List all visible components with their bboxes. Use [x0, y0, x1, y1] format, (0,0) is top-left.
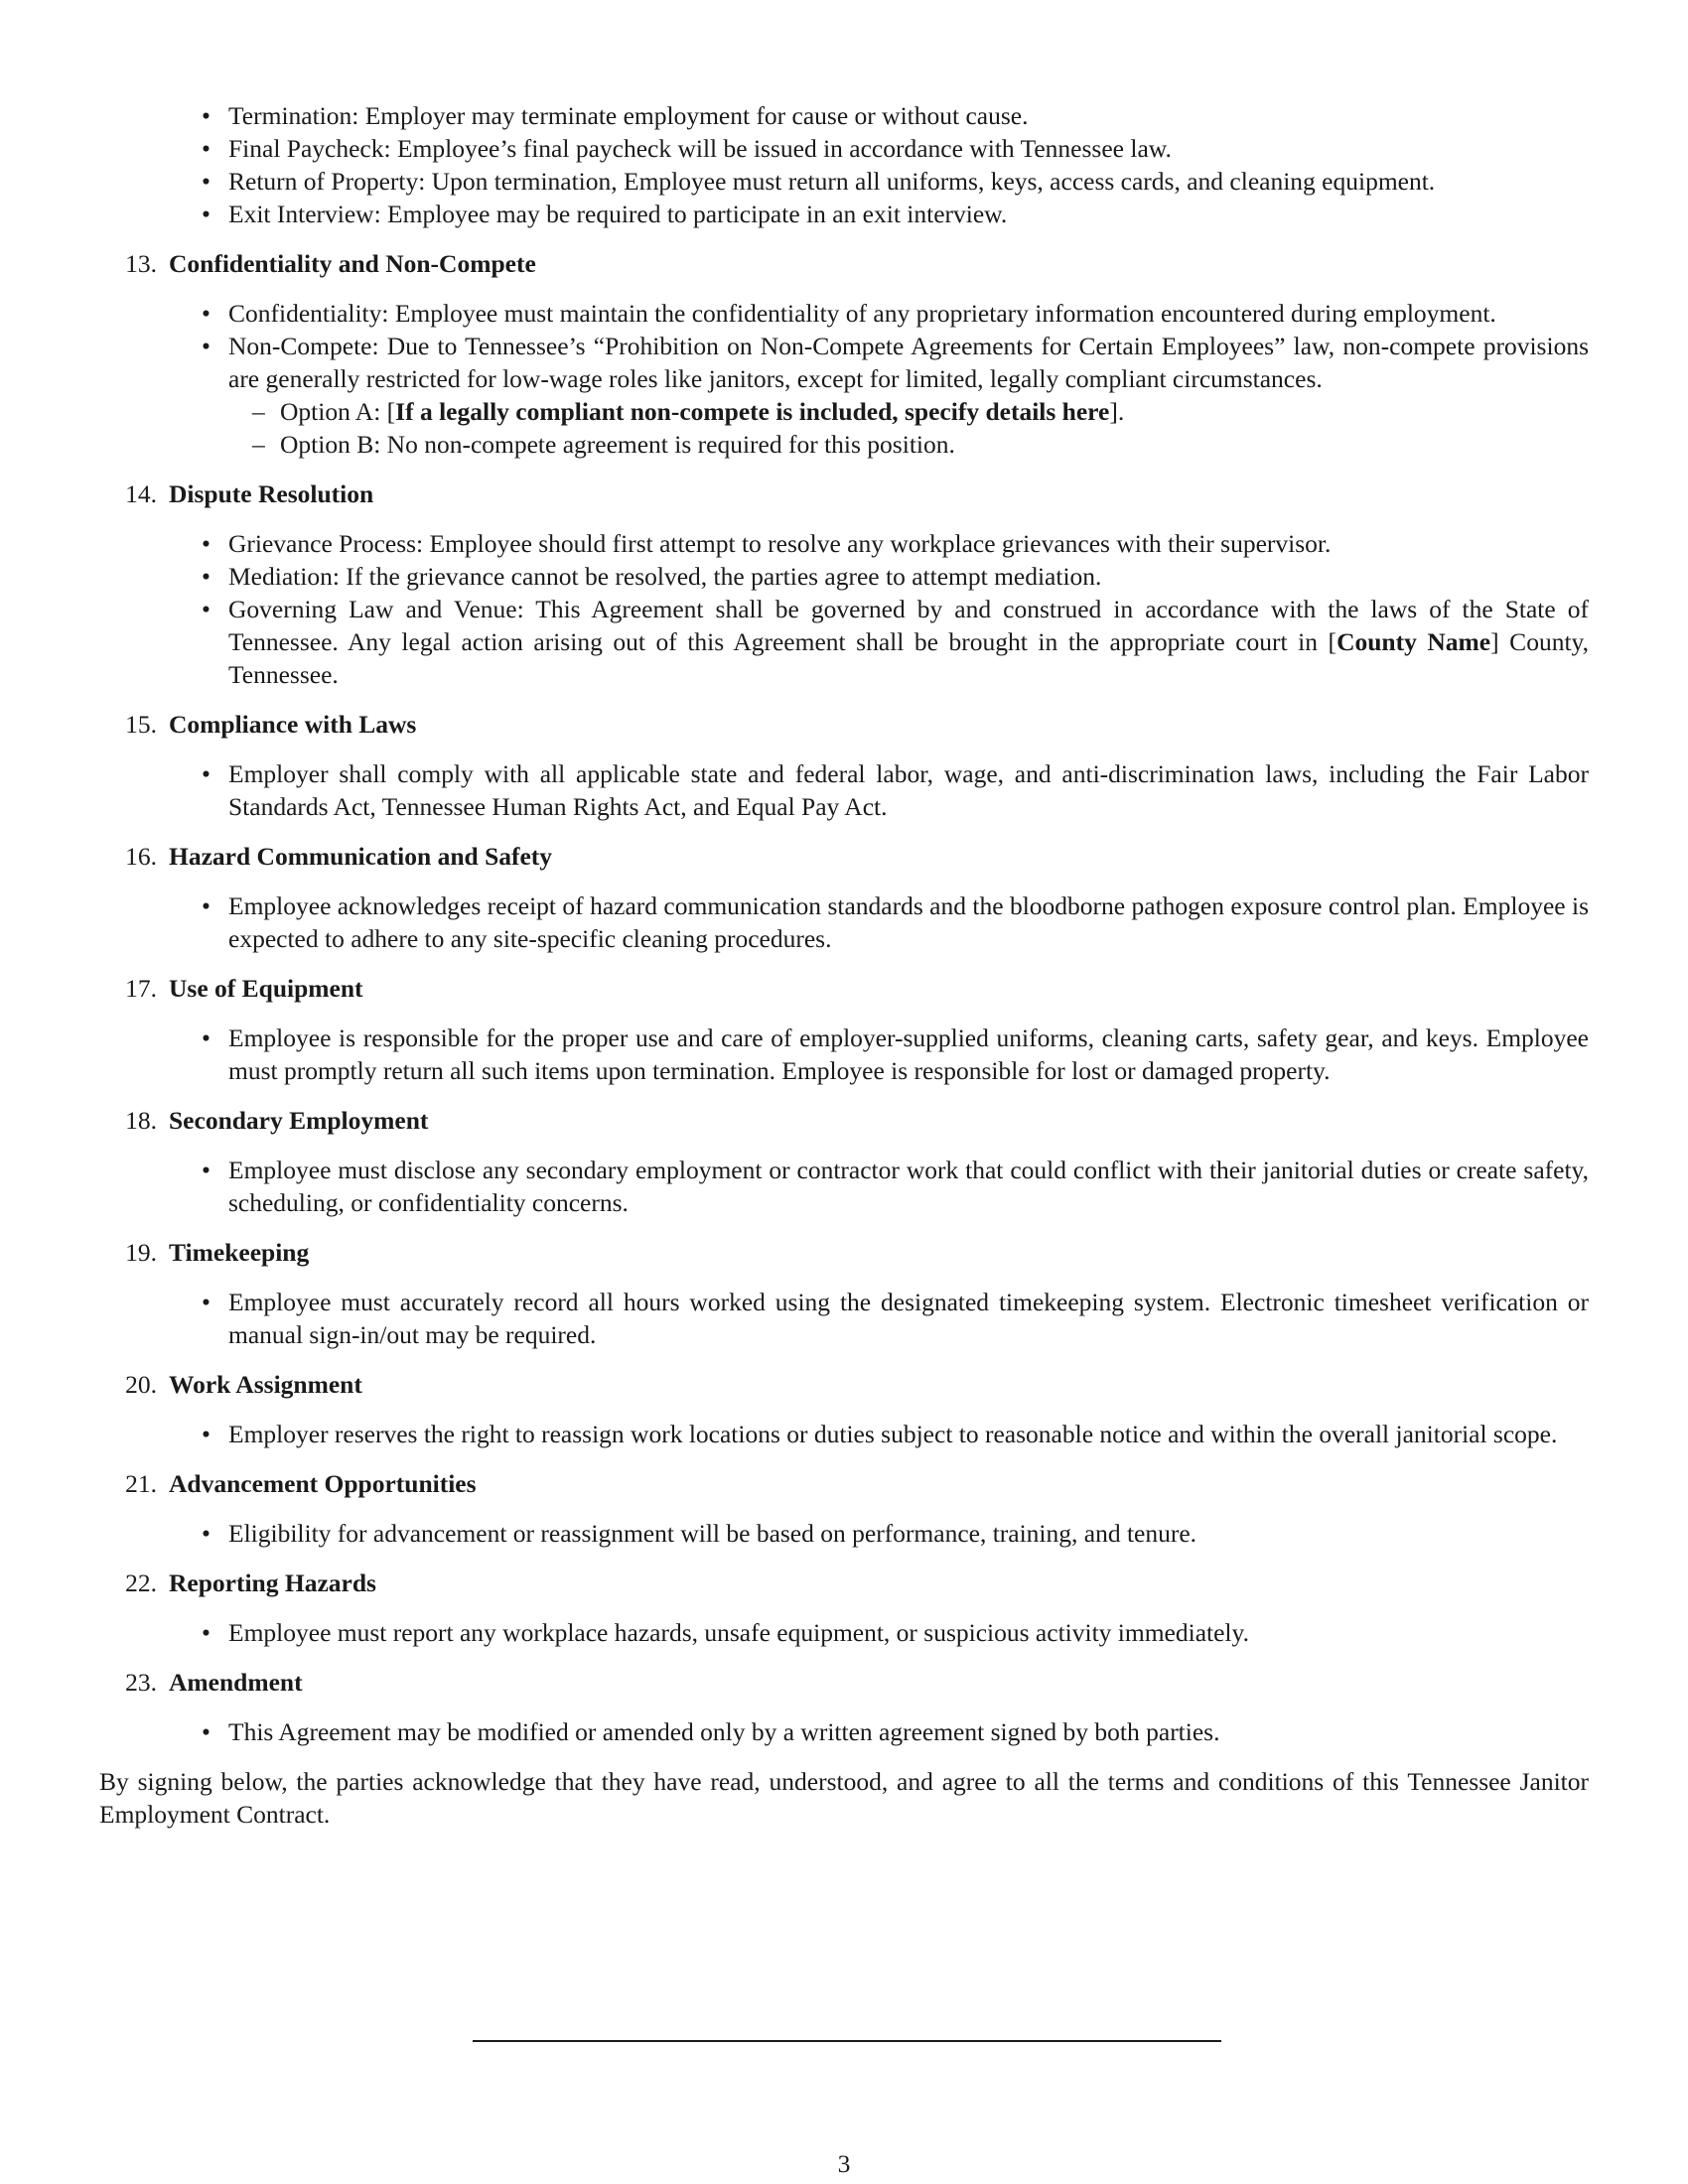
section-use-of-equipment	[99, 972, 1589, 1087]
bullet-list	[99, 1418, 1589, 1450]
option-a-suffix: ].	[1109, 397, 1125, 426]
section-number: 15.	[125, 710, 157, 739]
bullet-list	[99, 1517, 1589, 1550]
list-item: • Employee must accurately record all hours worked using the designated timekeeping system. Electronic timesheet verification or manual sign-in/out may be required.	[228, 1286, 1589, 1351]
section-heading	[99, 1104, 1589, 1137]
section-number: 22.	[125, 1569, 157, 1597]
bullet-list	[99, 757, 1589, 823]
section-title: Dispute Resolution	[169, 479, 374, 508]
section-heading	[99, 247, 1589, 280]
bullet-list	[99, 297, 1589, 461]
closing-paragraph: By signing below, the parties acknowledge that they have read, understood, and agree to all the terms and conditions of this Tennessee Janitor Employment Contract.	[99, 1767, 1589, 1829]
section-heading	[99, 1368, 1589, 1401]
bullet-list	[99, 1154, 1589, 1219]
section-secondary-employment	[99, 1104, 1589, 1219]
list-item	[228, 593, 1589, 691]
list-item: • Employee acknowledges receipt of hazard communication standards and the bloodborne pathogen exposure control plan. Employee is expected to adhere to any site-specific cleaning procedures.	[228, 889, 1589, 955]
list-item: • Final Paycheck: Employee’s final paycheck will be issued in accordance with Tennessee law.	[228, 132, 1589, 165]
section-hazard-communication	[99, 840, 1589, 955]
list-item: • Return of Property: Upon termination, Employee must return all uniforms, keys, access cards, and cleaning equipment.	[228, 165, 1589, 198]
section-timekeeping	[99, 1236, 1589, 1351]
venue-text-prefix: Governing Law and Venue: This Agreement shall be governed by and construed in accordance with the laws of the State of Tennessee. Any legal action arising out of this Agreement shall be brought in the appropriate court in [	[228, 595, 1589, 656]
document-page	[99, 99, 1589, 1856]
option-a-placeholder: If a legally compliant non-compete is included, specify details here	[395, 397, 1110, 426]
bullet-list	[99, 1616, 1589, 1649]
list-item: • Grievance Process: Employee should first attempt to resolve any workplace grievances with their supervisor.	[228, 527, 1589, 560]
option-list	[228, 395, 1589, 461]
section-title: Confidentiality and Non-Compete	[169, 249, 536, 278]
option-a	[280, 395, 1589, 428]
section-amendment	[99, 1666, 1589, 1748]
section-title: Work Assignment	[169, 1370, 362, 1399]
section-heading	[99, 1567, 1589, 1599]
list-item: • Termination: Employer may terminate employment for cause or without cause.	[228, 99, 1589, 132]
section-number: 18.	[125, 1106, 157, 1135]
section-title: Compliance with Laws	[169, 710, 417, 739]
section-heading	[99, 972, 1589, 1005]
page-number: 3	[837, 2149, 851, 2178]
list-item: • Eligibility for advancement or reassignment will be based on performance, training, and tenure.	[228, 1517, 1589, 1550]
section-work-assignment	[99, 1368, 1589, 1450]
section-number: 16.	[125, 842, 157, 871]
bullet-list	[99, 1022, 1589, 1087]
section-number: 19.	[125, 1238, 157, 1267]
list-item: • Employee must disclose any secondary employment or contractor work that could conflict with their janitorial duties or create safety, scheduling, or confidentiality concerns.	[228, 1154, 1589, 1219]
section-title: Hazard Communication and Safety	[169, 842, 553, 871]
section-heading	[99, 1236, 1589, 1269]
venue-text-suffix: ] County, Tennessee.	[228, 627, 1589, 689]
bullet-list	[99, 527, 1589, 691]
section-heading	[99, 840, 1589, 873]
list-item: • Employee must report any workplace hazards, unsafe equipment, or suspicious activity immediately.	[228, 1616, 1589, 1649]
option-b: – Option B: No non-compete agreement is required for this position.	[280, 428, 1589, 461]
section-title: Amendment	[169, 1668, 303, 1697]
option-a-prefix: Option A: [	[280, 397, 396, 426]
bullet-list	[99, 1715, 1589, 1748]
list-item: • Mediation: If the grievance cannot be resolved, the parties agree to attempt mediation.	[228, 560, 1589, 593]
list-item: • Confidentiality: Employee must maintain the confidentiality of any proprietary information encountered during employment.	[228, 297, 1589, 330]
section-reporting-hazards	[99, 1567, 1589, 1649]
section-dispute-resolution	[99, 478, 1589, 691]
signature-line	[473, 2040, 1221, 2042]
section-confidentiality	[99, 247, 1589, 461]
list-item: • Employee is responsible for the proper use and care of employer-supplied uniforms, cleaning carts, safety gear, and keys. Employee must promptly return all such items upon termination. Employee is responsible for lost or damaged property.	[228, 1022, 1589, 1087]
section-title: Timekeeping	[169, 1238, 310, 1267]
section-number: 13.	[125, 249, 157, 278]
list-item-text: Non-Compete: Due to Tennessee’s “Prohibition on Non-Compete Agreements for Certain Employees” law, non-compete provisions are generally restricted for low-wage roles like janitors, except for limited, legally compliant circumstances.	[228, 332, 1589, 393]
section-number: 17.	[125, 974, 157, 1003]
section-number: 14.	[125, 479, 157, 508]
list-item: • Exit Interview: Employee may be required to participate in an exit interview.	[228, 198, 1589, 230]
section-title: Secondary Employment	[169, 1106, 429, 1135]
section-number: 20.	[125, 1370, 157, 1399]
section-title: Use of Equipment	[169, 974, 363, 1003]
section-heading	[99, 1467, 1589, 1500]
county-name-placeholder: County Name	[1336, 627, 1491, 656]
section-heading	[99, 1666, 1589, 1699]
bullet-list	[99, 1286, 1589, 1351]
section-number: 21.	[125, 1469, 157, 1498]
termination-bullet-list	[99, 99, 1589, 230]
list-item: • Employer shall comply with all applicable state and federal labor, wage, and anti-discrimination laws, including the Fair Labor Standards Act, Tennessee Human Rights Act, and Equal Pay Act.	[228, 757, 1589, 823]
section-title: Reporting Hazards	[169, 1569, 376, 1597]
section-heading	[99, 708, 1589, 741]
list-item: • Employer reserves the right to reassign work locations or duties subject to reasonable notice and within the overall janitorial scope.	[228, 1418, 1589, 1450]
section-compliance	[99, 708, 1589, 823]
list-item: • This Agreement may be modified or amended only by a written agreement signed by both parties.	[228, 1715, 1589, 1748]
section-advancement	[99, 1467, 1589, 1550]
bullet-list	[99, 889, 1589, 955]
section-heading	[99, 478, 1589, 510]
section-title: Advancement Opportunities	[169, 1469, 477, 1498]
list-item	[228, 330, 1589, 461]
section-number: 23.	[125, 1668, 157, 1697]
